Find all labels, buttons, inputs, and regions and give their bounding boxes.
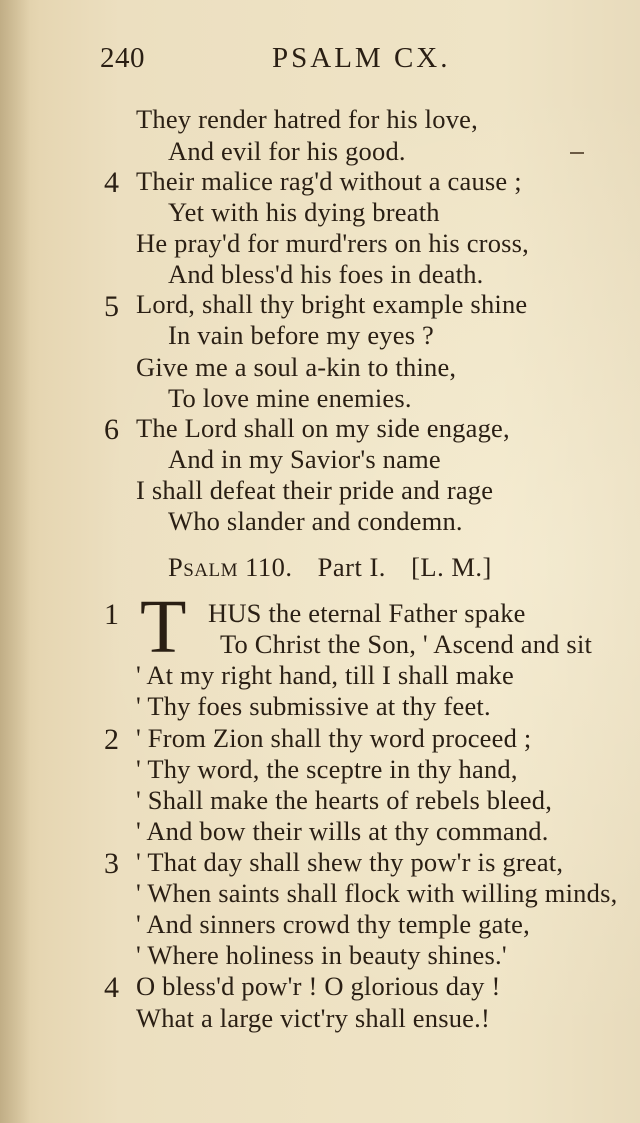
stanza-number: 4 bbox=[104, 166, 119, 199]
page-number: 240 bbox=[100, 42, 145, 74]
verse-line: ' At my right hand, till I shall make bbox=[136, 660, 514, 690]
stanza-number: 2 bbox=[104, 723, 119, 756]
stanza-number: 6 bbox=[104, 413, 119, 446]
verse-line: HUS the eternal Father spake bbox=[208, 598, 526, 628]
verse-line: And evil for his good. bbox=[168, 136, 406, 166]
page-header bbox=[100, 42, 520, 78]
stanza-number: 1 bbox=[104, 598, 119, 631]
meter-label: [L. M.] bbox=[411, 552, 492, 582]
verse-line: And bless'd his foes in death. bbox=[168, 259, 484, 289]
verse-line: Their malice rag'd without a cause ; bbox=[136, 166, 522, 196]
verse-line: ' From Zion shall thy word proceed ; bbox=[136, 723, 532, 753]
verse-line: Lord, shall thy bright example shine bbox=[136, 289, 528, 319]
verse-line: ' That day shall shew thy pow'r is great, bbox=[136, 847, 564, 877]
drop-cap: T bbox=[140, 585, 187, 669]
verse-line: Give me a soul a-kin to thine, bbox=[136, 352, 457, 382]
verse-line: What a large vict'ry shall ensue.! bbox=[136, 1003, 490, 1033]
stanza-number: 3 bbox=[104, 847, 119, 880]
running-head: PSALM CX. bbox=[272, 42, 451, 74]
verse-line: To love mine enemies. bbox=[168, 383, 412, 413]
verse-line: ' Shall make the hearts of rebels bleed, bbox=[136, 785, 553, 815]
verse-line: I shall defeat their pride and rage bbox=[136, 475, 494, 505]
verse-line: In vain before my eyes ? bbox=[168, 320, 435, 350]
psalm-number: Psalm 110. bbox=[168, 552, 293, 582]
verse-line: The Lord shall on my side engage, bbox=[136, 413, 510, 443]
verse-line: ' Where holiness in beauty shines.' bbox=[136, 940, 507, 970]
verse-line: ' And sinners crowd thy temple gate, bbox=[136, 909, 530, 939]
verse-line: ' Thy foes submissive at thy feet. bbox=[136, 691, 491, 721]
section-title bbox=[168, 552, 510, 583]
verse-line: Yet with his dying breath bbox=[168, 197, 440, 227]
gutter-shadow bbox=[0, 0, 30, 1123]
verse-line: ' When saints shall flock with willing minds, bbox=[136, 878, 618, 908]
verse-line: ' Thy word, the sceptre in thy hand, bbox=[136, 754, 518, 784]
stanza-number: 5 bbox=[104, 290, 119, 323]
verse-line: He pray'd for murd'rers on his cross, bbox=[136, 228, 530, 258]
dash-mark bbox=[570, 152, 584, 154]
stanza-number: 4 bbox=[104, 971, 119, 1004]
verse-line: And in my Savior's name bbox=[168, 444, 441, 474]
verse-line: To Christ the Son, ' Ascend and sit bbox=[220, 629, 593, 659]
verse-line: ' And bow their wills at thy command. bbox=[136, 816, 549, 846]
part-label: Part I. bbox=[317, 552, 386, 582]
verse-line: O bless'd pow'r ! O glorious day ! bbox=[136, 971, 501, 1001]
verse-line: Who slander and condemn. bbox=[168, 506, 463, 536]
verse-line: They render hatred for his love, bbox=[136, 104, 478, 134]
